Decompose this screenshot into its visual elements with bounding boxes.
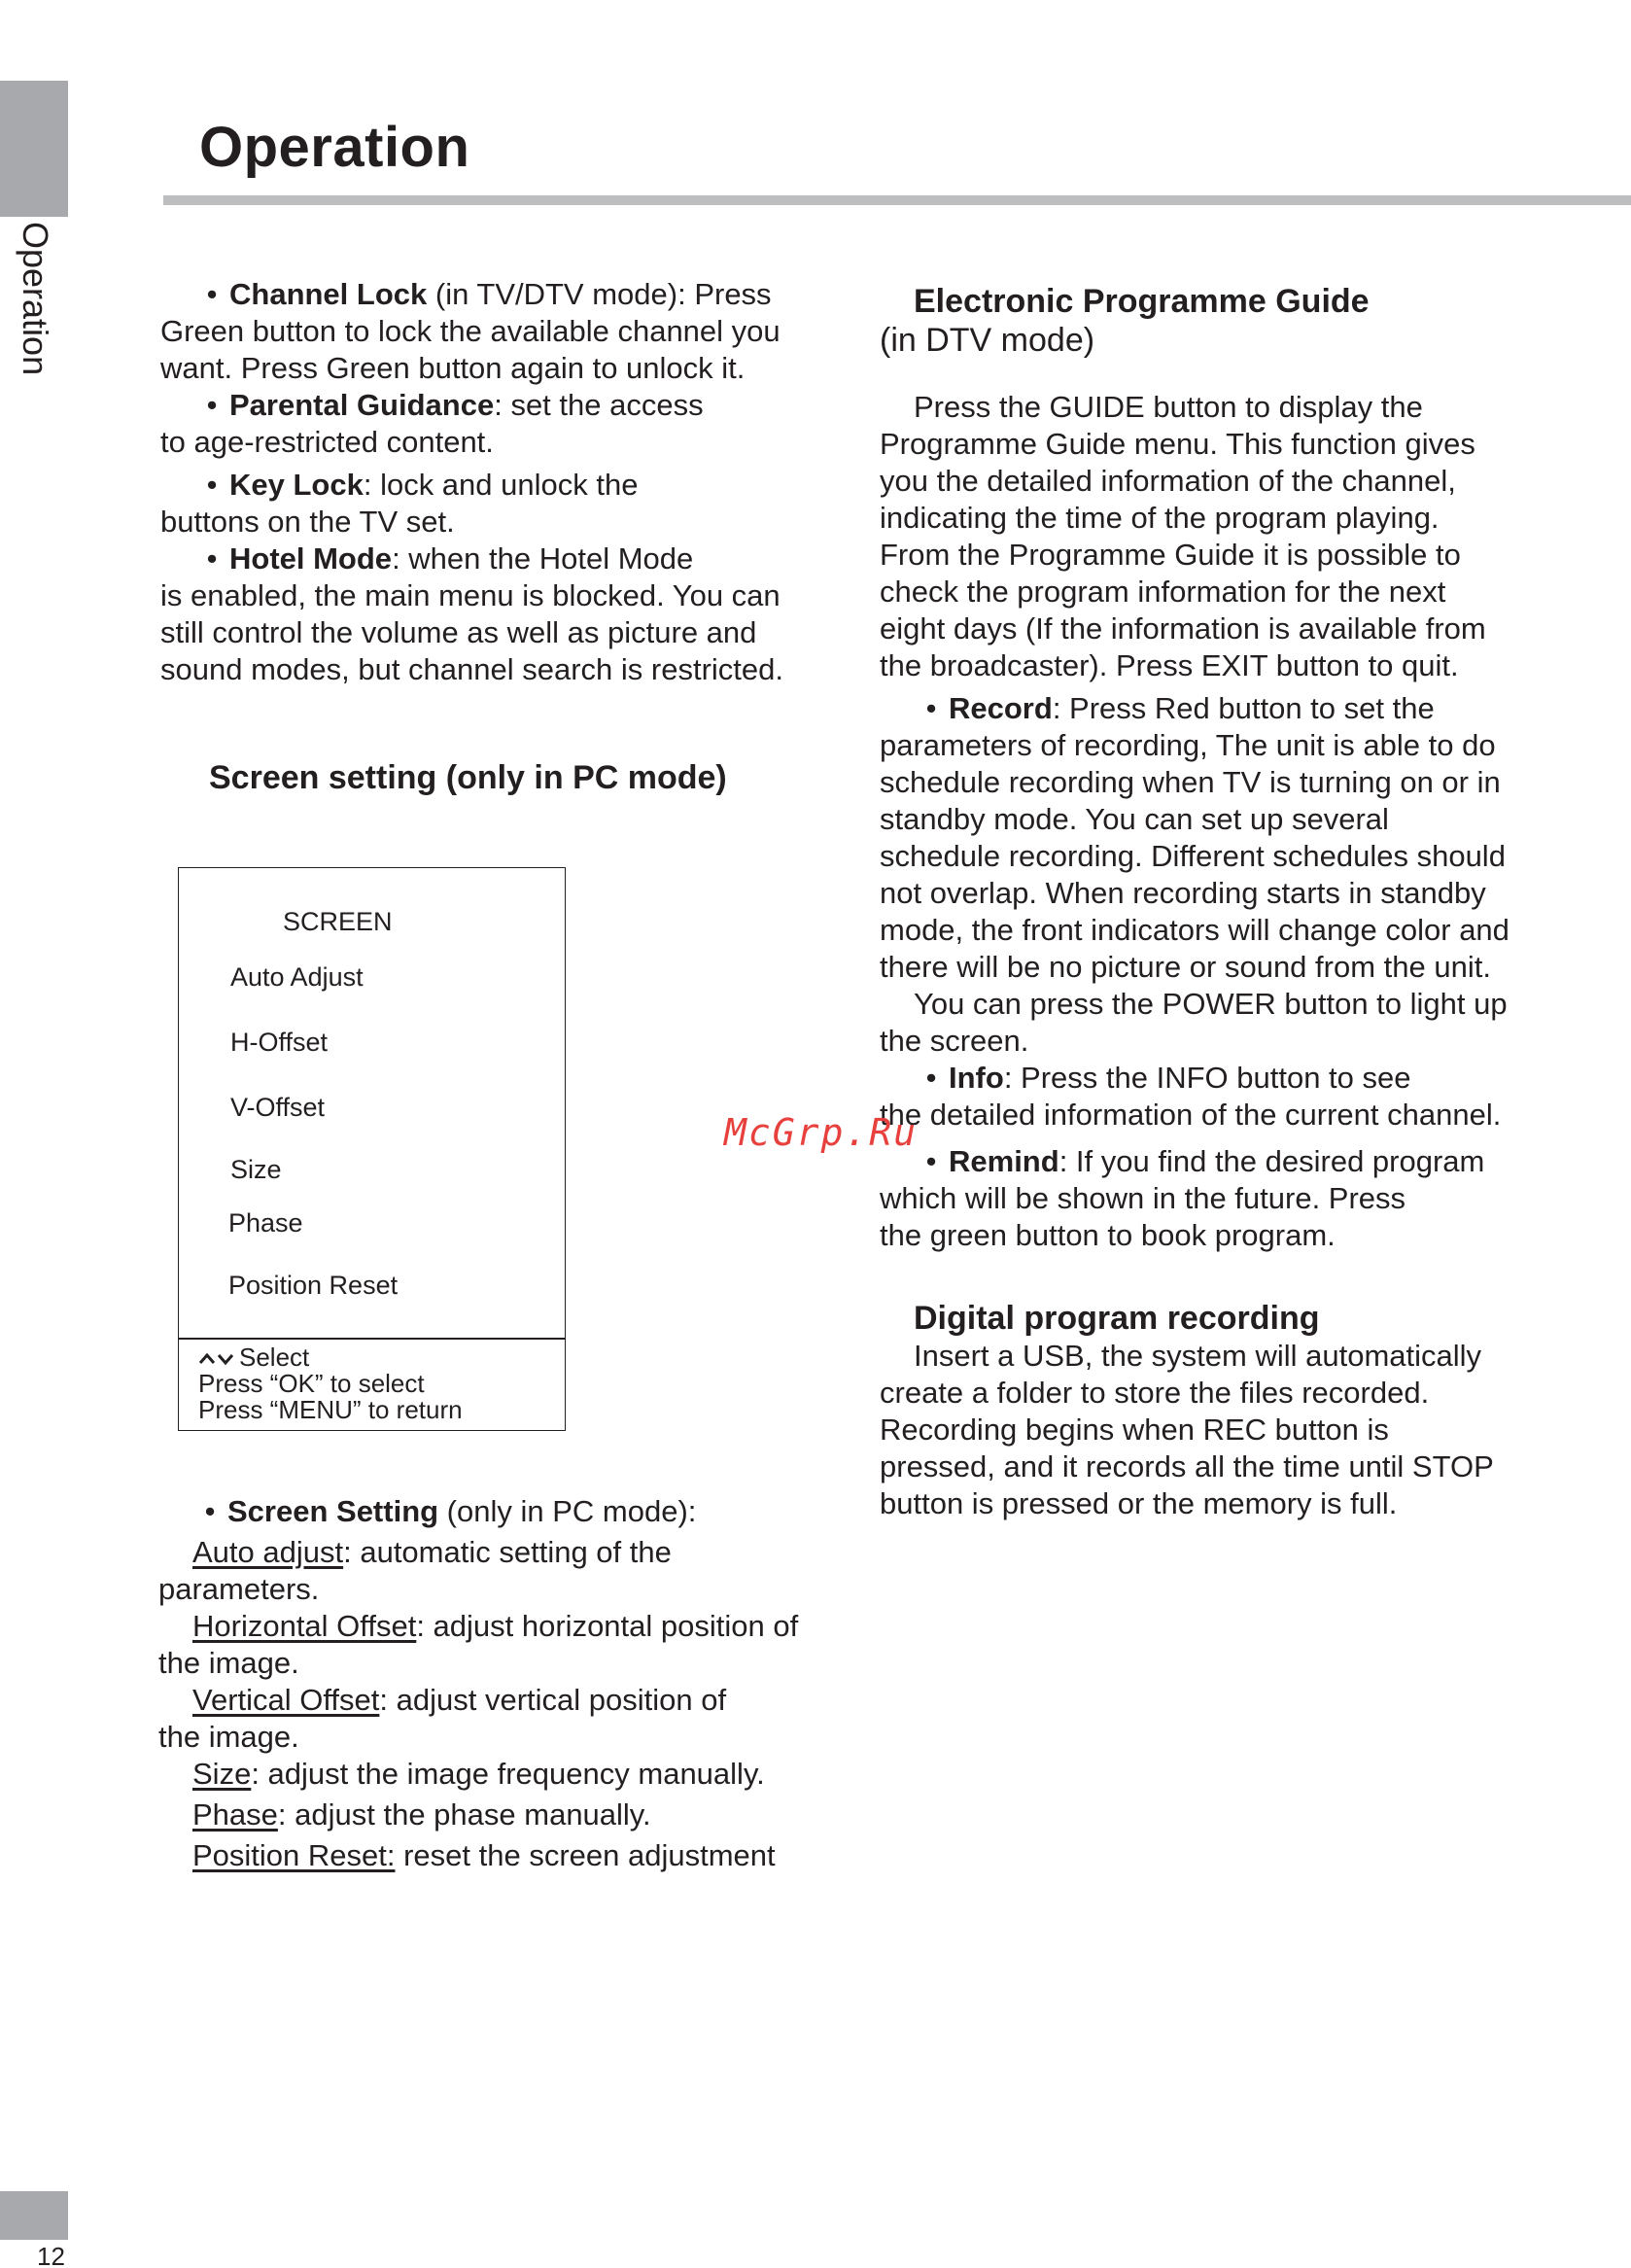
screen-setting-description: [158, 1493, 858, 1874]
digital-recording-line: create a folder to store the files recorded.: [880, 1376, 1430, 1410]
digital-recording-line: Insert a USB, the system will automatically: [914, 1339, 1482, 1373]
channel-lock-item: • Channel Lock (in TV/DTV mode): Press: [160, 276, 841, 313]
menu-footer-menu: Press “MENU” to return: [198, 1395, 463, 1424]
menu-divider: [179, 1338, 565, 1340]
record-line: parameters of recording, The unit is able to do: [880, 728, 1496, 762]
screen-menu-illustration: [178, 867, 566, 1431]
position-reset-desc: Position Reset: reset the screen adjustment: [192, 1838, 776, 1872]
epg-subheading: (in DTV mode): [880, 322, 1095, 359]
hotel-mode-item: • Hotel Mode: when the Hotel Mode: [160, 541, 841, 577]
menu-footer-select: Select: [239, 1343, 310, 1372]
record-line: not overlap. When recording starts in standby: [880, 876, 1486, 910]
bullet-icon: •: [206, 277, 218, 311]
hotel-mode-line: sound modes, but channel search is restricted.: [160, 652, 784, 686]
record-line: schedule recording. Different schedules should: [880, 839, 1506, 873]
record-line: there will be no picture or sound from the unit.: [880, 950, 1491, 984]
epg-line: eight days (If the information is available from: [880, 611, 1486, 646]
epg-line: Programme Guide menu. This function gives: [880, 427, 1475, 461]
bullet-icon: •: [206, 468, 218, 502]
menu-item-auto-adjust: Auto Adjust: [230, 962, 364, 992]
digital-recording-heading: Digital program recording: [914, 1300, 1320, 1337]
screen-setting-heading: Screen setting (only in PC mode): [209, 759, 727, 796]
horizontal-offset-desc: Horizontal Offset: adjust horizontal position of: [192, 1609, 799, 1643]
menu-footer-ok: Press “OK” to select: [198, 1369, 425, 1398]
key-lock-item: • Key Lock: lock and unlock the: [160, 467, 841, 504]
menu-item-v-offset: V-Offset: [230, 1093, 326, 1122]
parental-guidance-item: • Parental Guidance: set the access: [160, 387, 841, 424]
digital-recording-line: Recording begins when REC button is: [880, 1413, 1389, 1447]
epg-line: From the Programme Guide it is possible to: [880, 538, 1461, 572]
title-rule: [163, 195, 1631, 205]
phase-desc: Phase: adjust the phase manually.: [192, 1797, 651, 1832]
digital-recording-line: pressed, and it records all the time until STOP: [880, 1449, 1494, 1483]
record-line: standby mode. You can set up several: [880, 802, 1389, 836]
side-tab-marker: [0, 81, 68, 217]
record-line: mode, the front indicators will change color and: [880, 913, 1510, 947]
epg-line: Press the GUIDE button to display the: [914, 390, 1423, 424]
bullet-icon: •: [206, 388, 218, 422]
hotel-mode-line: still control the volume as well as picture and: [160, 615, 757, 649]
record-line: schedule recording when TV is turning on or in: [880, 765, 1501, 799]
key-lock-line: buttons on the TV set.: [160, 505, 455, 539]
auto-adjust-line: parameters.: [158, 1572, 320, 1606]
bullet-icon: •: [206, 541, 218, 576]
remind-item: • Remind: If you find the desired program: [880, 1143, 1560, 1180]
menu-title: SCREEN: [283, 907, 393, 936]
right-column: [880, 282, 1560, 1522]
remind-line: the green button to book program.: [880, 1218, 1336, 1252]
remind-line: which will be shown in the future. Press: [880, 1181, 1406, 1215]
parental-guidance-line: to age-restricted content.: [160, 425, 494, 459]
info-line: the detailed information of the current channel.: [880, 1098, 1502, 1132]
epg-heading: Electronic Programme Guide: [914, 283, 1370, 320]
footer-tab-marker: [0, 2191, 68, 2240]
record-item: • Record: Press Red button to set the: [880, 690, 1560, 727]
vertical-offset-desc: Vertical Offset: adjust vertical position of: [192, 1683, 727, 1717]
epg-line: you the detailed information of the channel,: [880, 464, 1456, 498]
channel-lock-line: want. Press Green button again to unlock it.: [160, 351, 746, 385]
page-title: Operation: [199, 116, 470, 179]
size-desc: Size: adjust the image frequency manually.: [192, 1757, 765, 1791]
horizontal-offset-line: the image.: [158, 1646, 299, 1680]
hotel-mode-line: is enabled, the main menu is blocked. You can: [160, 578, 781, 612]
bullet-icon: •: [925, 1061, 937, 1095]
channel-lock-line: Green button to lock the available channel you: [160, 314, 781, 348]
page-number: 12: [37, 2242, 65, 2268]
menu-item-size: Size: [230, 1155, 282, 1184]
vertical-offset-line: the image.: [158, 1720, 299, 1754]
watermark: McGrp.Ru: [724, 1111, 919, 1154]
menu-item-position-reset: Position Reset: [228, 1271, 399, 1300]
menu-footer: [198, 1344, 463, 1423]
menu-item-h-offset: H-Offset: [230, 1028, 329, 1057]
auto-adjust-desc: Auto adjust: automatic setting of the: [192, 1535, 672, 1569]
epg-paragraph: [880, 389, 1560, 684]
bullet-icon: •: [204, 1494, 216, 1528]
info-item: • Info: Press the INFO button to see: [880, 1060, 1560, 1097]
digital-recording-line: button is pressed or the memory is full.: [880, 1486, 1398, 1520]
screen-setting-item: • Screen Setting (only in PC mode):: [158, 1493, 858, 1530]
epg-line: indicating the time of the program playing.: [880, 501, 1440, 535]
epg-line: check the program information for the next: [880, 575, 1446, 609]
epg-line: the broadcaster). Press EXIT button to quit.: [880, 648, 1459, 682]
power-note-line: You can press the POWER button to light up: [914, 987, 1508, 1021]
up-down-arrows-icon: [198, 1352, 235, 1366]
menu-item-phase: Phase: [228, 1208, 303, 1238]
left-column: [160, 276, 841, 797]
bullet-icon: •: [925, 1144, 937, 1178]
side-section-label: Operation: [16, 222, 55, 376]
power-note-line: the screen.: [880, 1024, 1029, 1058]
bullet-icon: •: [925, 691, 937, 725]
